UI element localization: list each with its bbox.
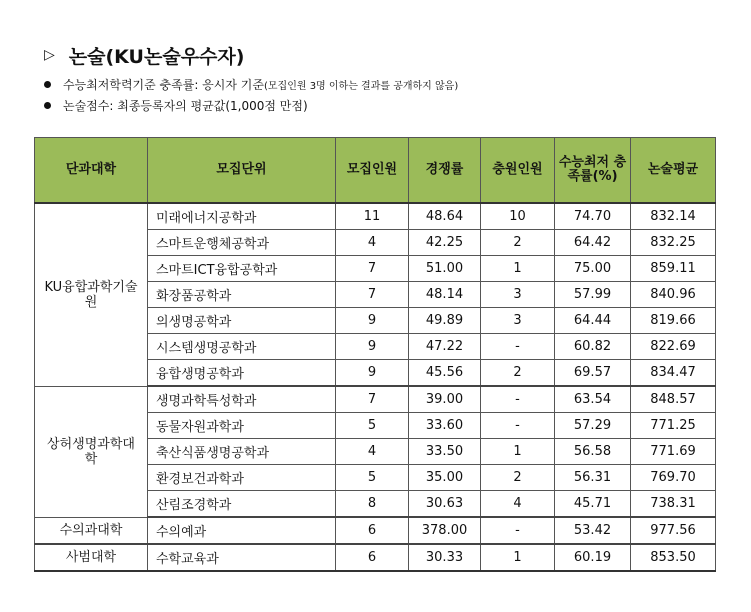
- department-cell: 스마트ICT융합공학과: [148, 256, 336, 282]
- table-row: [35, 386, 716, 413]
- column-header: 단과대학: [35, 138, 148, 204]
- triangle-marker-icon: ▷: [44, 47, 55, 63]
- csat-pass-rate-cell: 45.71: [555, 491, 631, 518]
- csat-pass-rate-cell: 57.29: [555, 413, 631, 439]
- essay-average-cell: 771.69: [631, 439, 716, 465]
- essay-average-cell: 819.66: [631, 308, 716, 334]
- table-row: [35, 544, 716, 571]
- additional-admits-cell: -: [481, 413, 555, 439]
- department-cell: 시스템생명공학과: [148, 334, 336, 360]
- competition-rate-cell: 378.00: [409, 517, 481, 544]
- competition-rate-cell: 48.64: [409, 203, 481, 230]
- table-header-row: [35, 138, 716, 204]
- department-cell: 생명과학특성학과: [148, 386, 336, 413]
- college-cell: [35, 386, 148, 517]
- essay-average-cell: 853.50: [631, 544, 716, 571]
- quota-cell: 5: [336, 465, 409, 491]
- essay-average-cell: 834.47: [631, 360, 716, 387]
- column-header: 논술평균: [631, 138, 716, 204]
- quota-cell: 7: [336, 282, 409, 308]
- quota-cell: 9: [336, 308, 409, 334]
- additional-admits-cell: 2: [481, 465, 555, 491]
- department-cell: 환경보건과학과: [148, 465, 336, 491]
- quota-cell: 4: [336, 230, 409, 256]
- competition-rate-cell: 39.00: [409, 386, 481, 413]
- competition-rate-cell: 51.00: [409, 256, 481, 282]
- essay-average-cell: 832.25: [631, 230, 716, 256]
- quota-cell: 9: [336, 334, 409, 360]
- csat-pass-rate-cell: 60.19: [555, 544, 631, 571]
- note-subtext: (모집인원 3명 이하는 결과를 공개하지 않음): [263, 81, 459, 92]
- column-header: 충원인원: [481, 138, 555, 204]
- college-name: 수의과대학: [59, 522, 123, 538]
- bullet-dot-icon: [44, 102, 51, 109]
- csat-pass-rate-cell: 56.31: [555, 465, 631, 491]
- csat-pass-rate-cell: 64.42: [555, 230, 631, 256]
- csat-pass-rate-cell: 69.57: [555, 360, 631, 387]
- college-cell: [35, 517, 148, 544]
- competition-rate-cell: 47.22: [409, 334, 481, 360]
- section-title-text: 논술(KU논술우수자): [68, 45, 245, 68]
- additional-admits-cell: 3: [481, 308, 555, 334]
- csat-pass-rate-cell: 63.54: [555, 386, 631, 413]
- department-cell: 수학교육과: [148, 544, 336, 571]
- competition-rate-cell: 45.56: [409, 360, 481, 387]
- csat-pass-rate-cell: 60.82: [555, 334, 631, 360]
- competition-rate-cell: 30.63: [409, 491, 481, 518]
- table-body: [35, 203, 716, 571]
- essay-average-cell: 769.70: [631, 465, 716, 491]
- college-name: 사범대학: [65, 550, 117, 565]
- essay-average-cell: 977.56: [631, 517, 716, 544]
- quota-cell: 4: [336, 439, 409, 465]
- quota-cell: 8: [336, 491, 409, 518]
- note-item: [44, 74, 458, 95]
- department-cell: 화장품공학과: [148, 282, 336, 308]
- essay-average-cell: 822.69: [631, 334, 716, 360]
- column-header: 경쟁률: [409, 138, 481, 204]
- additional-admits-cell: 1: [481, 256, 555, 282]
- note-text: 수능최저학력기준 충족률: 응시자 기준: [63, 78, 264, 92]
- additional-admits-cell: 2: [481, 360, 555, 387]
- essay-average-cell: 738.31: [631, 491, 716, 518]
- additional-admits-cell: 3: [481, 282, 555, 308]
- essay-average-cell: 859.11: [631, 256, 716, 282]
- csat-pass-rate-cell: 64.44: [555, 308, 631, 334]
- essay-average-cell: 840.96: [631, 282, 716, 308]
- admission-results-table: [34, 137, 716, 572]
- notes-list: [44, 74, 458, 116]
- department-cell: 미래에너지공학과: [148, 203, 336, 230]
- csat-pass-rate-cell: 75.00: [555, 256, 631, 282]
- department-cell: 스마트운행체공학과: [148, 230, 336, 256]
- department-cell: 수의예과: [148, 517, 336, 544]
- additional-admits-cell: 4: [481, 491, 555, 518]
- competition-rate-cell: 49.89: [409, 308, 481, 334]
- note-text: 논술점수: 최종등록자의 평균값(1,000점 만점): [63, 99, 308, 113]
- department-cell: 산림조경학과: [148, 491, 336, 518]
- additional-admits-cell: 1: [481, 544, 555, 571]
- essay-average-cell: 848.57: [631, 386, 716, 413]
- note-item: [44, 95, 458, 116]
- quota-cell: 7: [336, 256, 409, 282]
- additional-admits-cell: 10: [481, 203, 555, 230]
- department-cell: 축산식품생명공학과: [148, 439, 336, 465]
- competition-rate-cell: 33.50: [409, 439, 481, 465]
- competition-rate-cell: 33.60: [409, 413, 481, 439]
- quota-cell: 6: [336, 517, 409, 544]
- quota-cell: 5: [336, 413, 409, 439]
- additional-admits-cell: -: [481, 386, 555, 413]
- competition-rate-cell: 48.14: [409, 282, 481, 308]
- competition-rate-cell: 35.00: [409, 465, 481, 491]
- competition-rate-cell: 42.25: [409, 230, 481, 256]
- quota-cell: 6: [336, 544, 409, 571]
- additional-admits-cell: 2: [481, 230, 555, 256]
- essay-average-cell: 832.14: [631, 203, 716, 230]
- quota-cell: 11: [336, 203, 409, 230]
- table-row: [35, 203, 716, 230]
- additional-admits-cell: 1: [481, 439, 555, 465]
- additional-admits-cell: -: [481, 334, 555, 360]
- csat-pass-rate-cell: 56.58: [555, 439, 631, 465]
- csat-pass-rate-cell: 53.42: [555, 517, 631, 544]
- bullet-dot-icon: [44, 81, 51, 88]
- competition-rate-cell: 30.33: [409, 544, 481, 571]
- column-header: 모집단위: [148, 138, 336, 204]
- additional-admits-cell: -: [481, 517, 555, 544]
- college-cell: [35, 544, 148, 571]
- table-row: [35, 517, 716, 544]
- college-cell: [35, 203, 148, 386]
- essay-average-cell: 771.25: [631, 413, 716, 439]
- csat-pass-rate-cell: 57.99: [555, 282, 631, 308]
- section-title: [44, 40, 244, 70]
- department-cell: 동물자원과학과: [148, 413, 336, 439]
- college-name: 상허생명과학대학: [47, 436, 135, 467]
- department-cell: 융합생명공학과: [148, 360, 336, 387]
- department-cell: 의생명공학과: [148, 308, 336, 334]
- quota-cell: 7: [336, 386, 409, 413]
- column-header: 수능최저 충족률(%): [555, 138, 631, 204]
- college-name: KU융합과학기술원: [44, 279, 138, 310]
- csat-pass-rate-cell: 74.70: [555, 203, 631, 230]
- column-header: 모집인원: [336, 138, 409, 204]
- quota-cell: 9: [336, 360, 409, 387]
